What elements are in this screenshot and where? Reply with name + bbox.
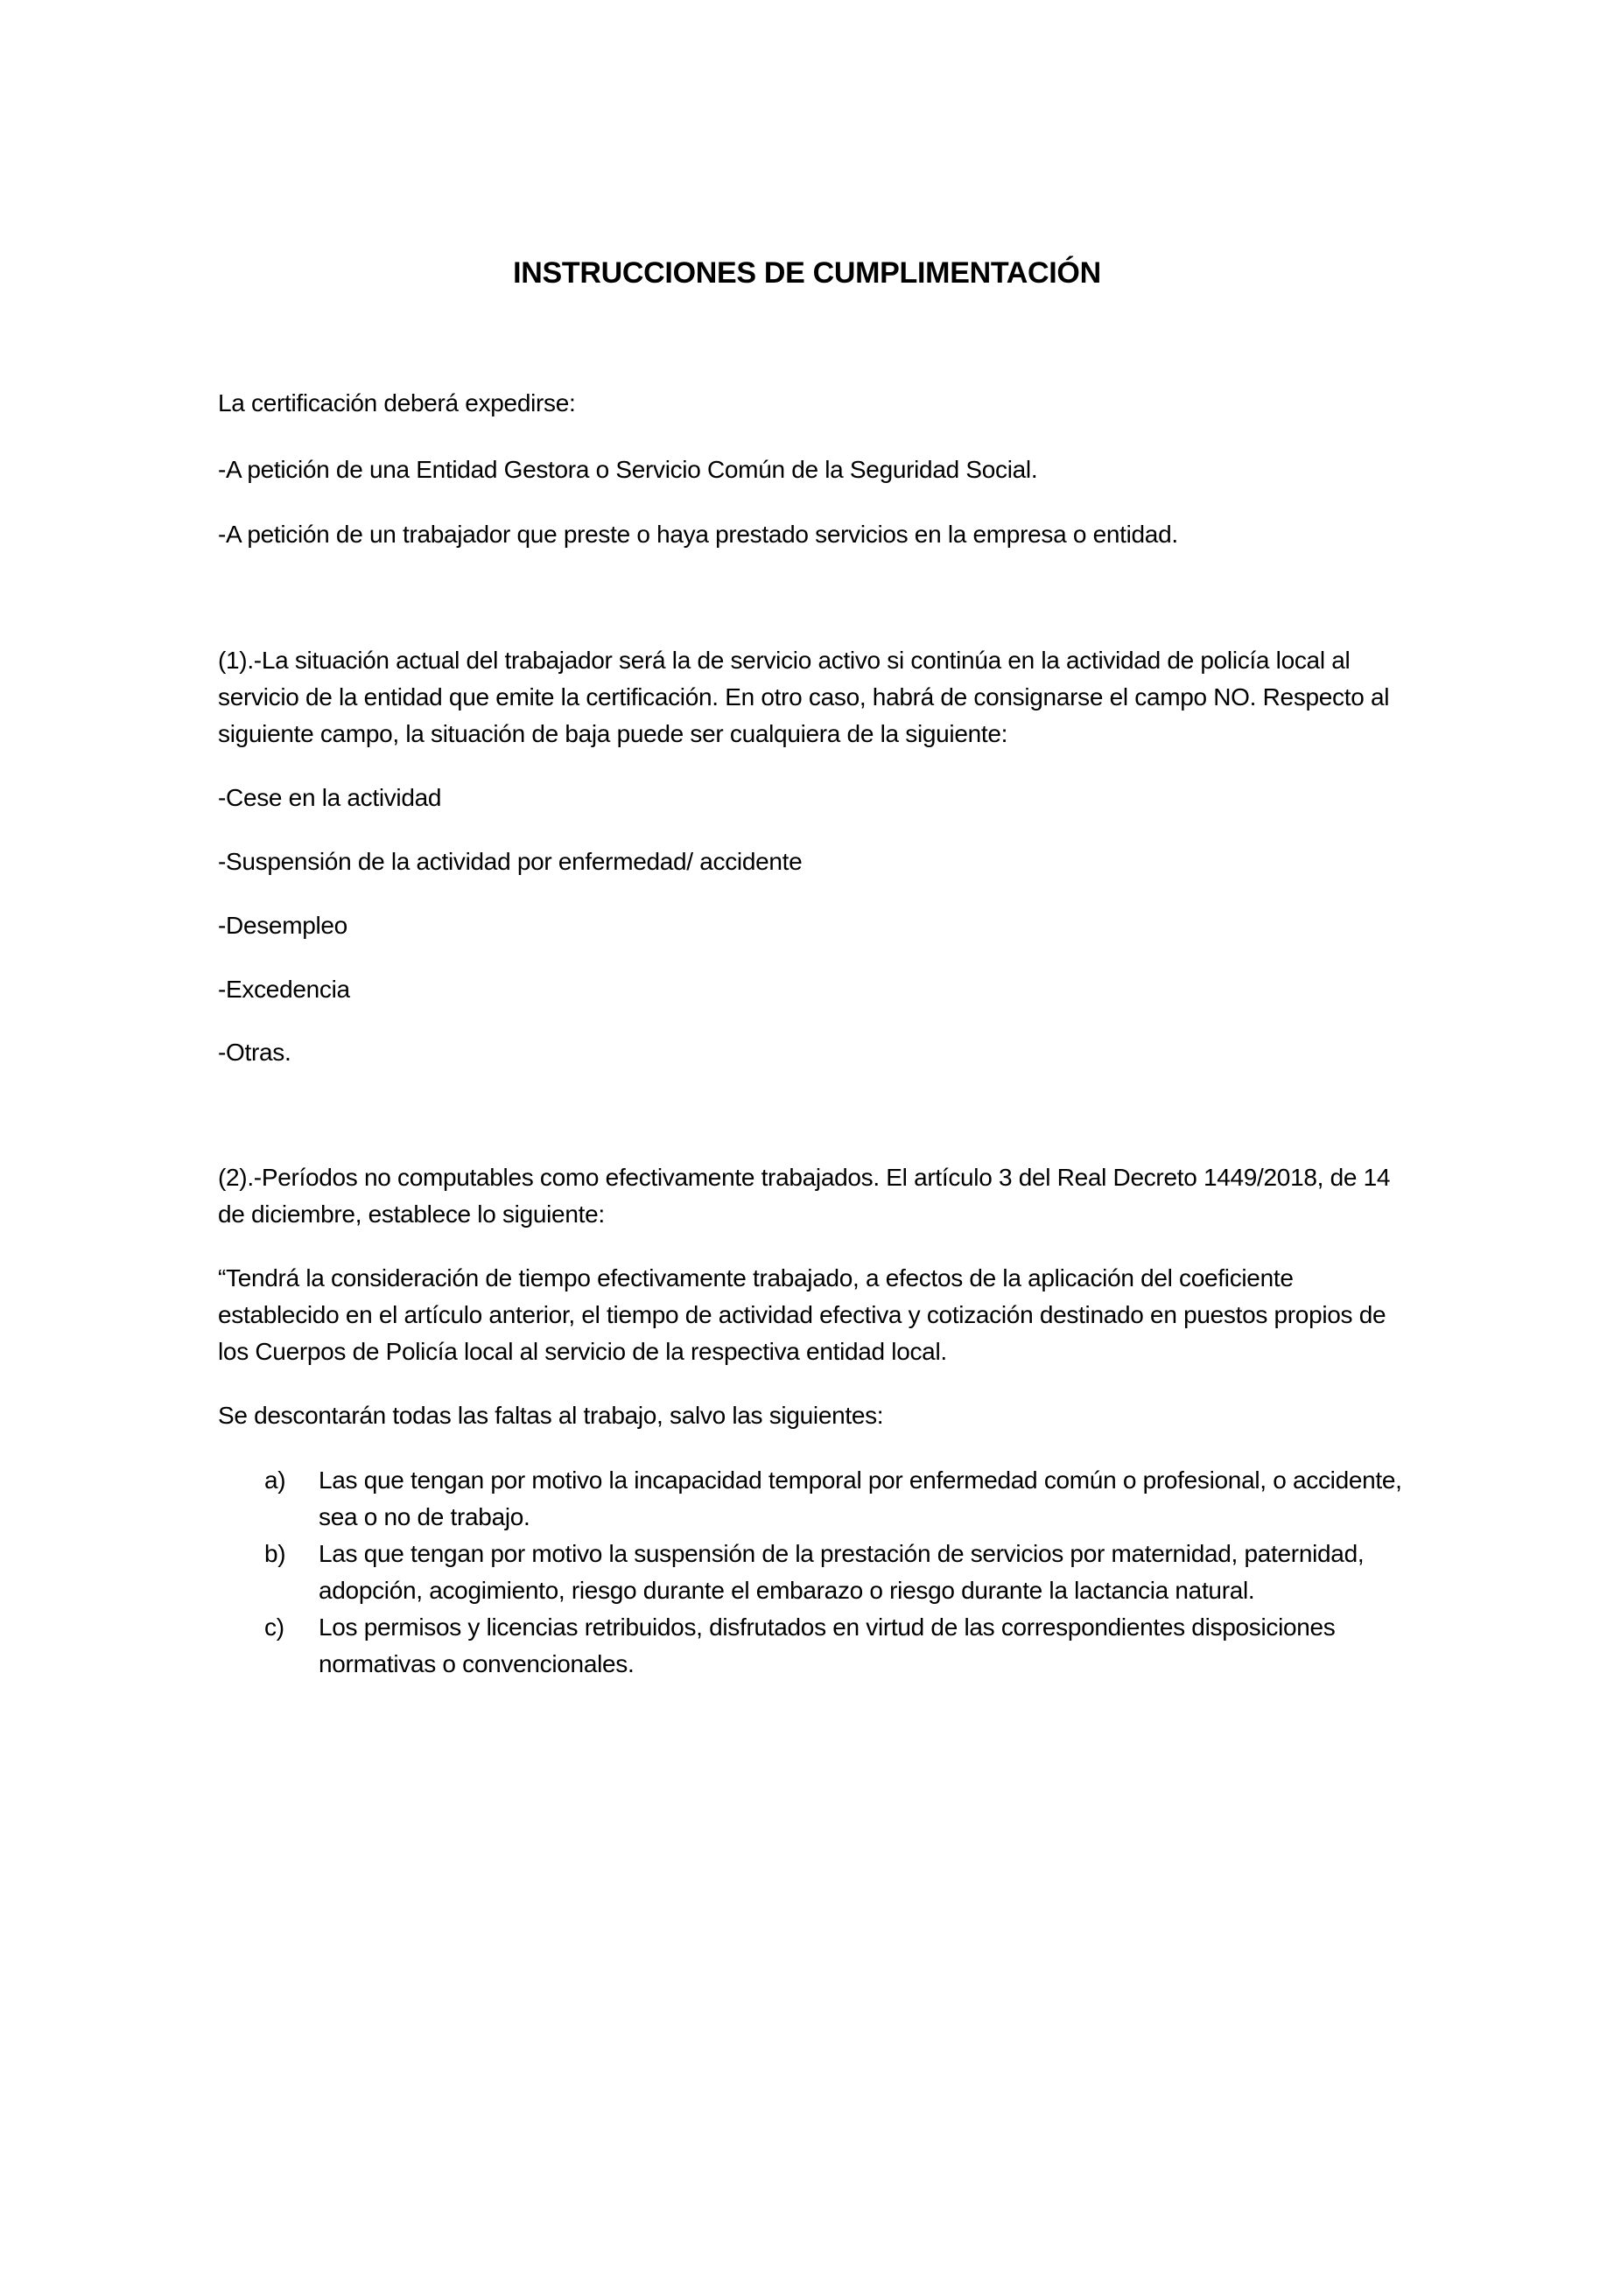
note-2-quote: “Tendrá la consideración de tiempo efectivamente trabajado, a efectos de la aplicación del coeficiente establecido en el artículo anterior, el tiempo de actividad efectiva y cotización destinado en puestos propios de los Cuerpos de Policía local al servicio de la respectiva entidad local. [218,1264,1386,1365]
list-marker: b) [264,1540,286,1567]
note-1-item-desempleo: -Desempleo [218,912,347,939]
list-item-c [264,1609,1428,1683]
intro-item-entidad-gestora: -A petición de una Entidad Gestora o Servicio Común de la Seguridad Social. [218,456,1038,483]
list-item-b [264,1536,1428,1609]
note-2-paragraph: (2).-Períodos no computables como efectivamente trabajados. El artículo 3 del Real Decreto 1449/2018, de 14 de diciembre, establece lo siguiente: [218,1164,1391,1228]
intro-item-trabajador: -A petición de un trabajador que preste o haya prestado servicios en la empresa o entidad. [218,521,1178,548]
list-item-a [264,1462,1428,1536]
document-title: INSTRUCCIONES DE CUMPLIMENTACIÓN [513,256,1101,290]
note-1-item-cese: -Cese en la actividad [218,784,442,811]
list-marker: c) [264,1614,284,1641]
list-item-text: Los permisos y licencias retribuidos, disfrutados en virtud de las correspondientes disposiciones normativas o convencionales. [319,1614,1336,1677]
note-1-item-excedencia: -Excedencia [218,976,350,1003]
note-1-paragraph: (1).-La situación actual del trabajador será la de servicio activo si continúa en la actividad de policía local al servicio de la entidad que emite la certificación. En otro caso, habrá de consignarse el campo NO. Respecto al siguiente campo, la situación de baja puede ser cualquiera de la siguiente: [218,647,1390,747]
list-marker: a) [264,1466,286,1494]
note-1-item-otras: -Otras. [218,1039,291,1066]
list-item-text: Las que tengan por motivo la suspensión de la prestación de servicios por maternidad, paternidad, adopción, acogimiento, riesgo durante el embarazo o riesgo durante la lactancia natural. [319,1540,1365,1604]
intro-lead: La certificación deberá expedirse: [218,389,576,416]
note-2-lead: Se descontarán todas las faltas al trabajo, salvo las siguientes: [218,1402,884,1429]
list-item-text: Las que tengan por motivo la incapacidad temporal por enfermedad común o profesional, o accidente, sea o no de trabajo. [319,1466,1402,1530]
note-1-item-suspension: -Suspensión de la actividad por enfermedad/ accidente [218,848,803,875]
